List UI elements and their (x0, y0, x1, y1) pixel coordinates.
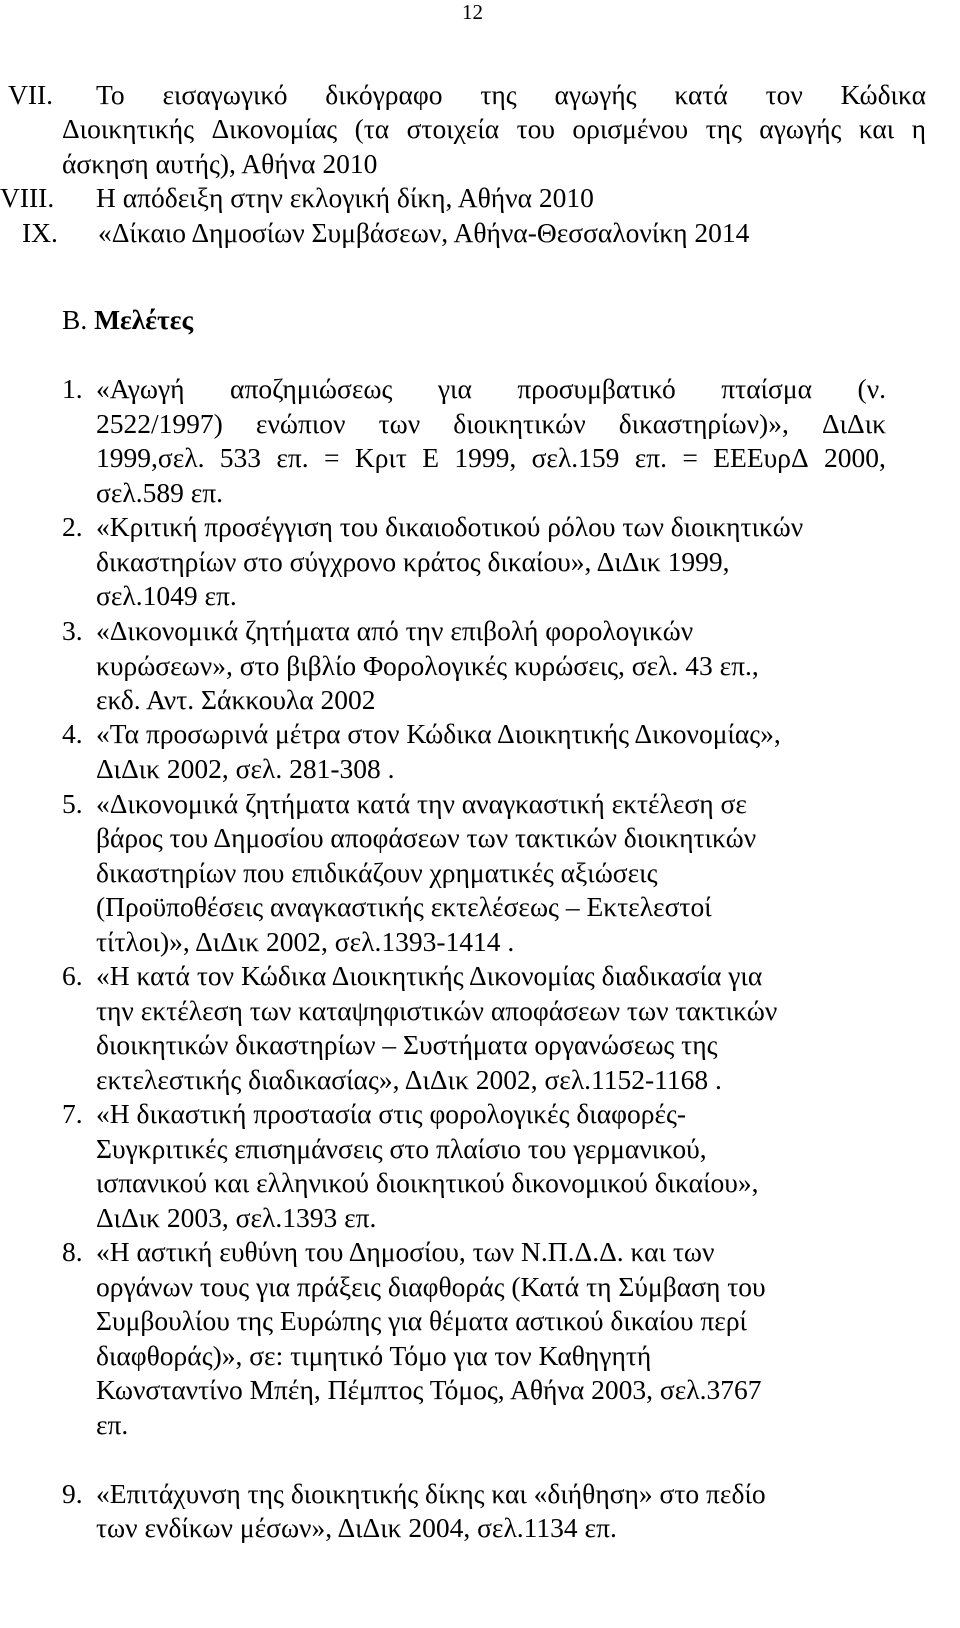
list-item-line: κυρώσεων», στο βιβλίο Φορολογικές κυρώσεις, σελ. 43 επ., (96, 650, 759, 681)
section-title: Μελέτες (94, 304, 194, 335)
list-item-number: 3. (62, 615, 83, 646)
list-item-line: σελ.589 επ. (96, 477, 224, 508)
page-number: 12 (462, 0, 483, 24)
list-item-line: Κωνσταντίνο Μπέη, Πέμπτος Τόμος, Αθήνα 2003, σελ.3767 (96, 1374, 762, 1405)
list-item-line: οργάνων τους για πράξεις διαφθοράς (Κατά τη Σύμβαση του (96, 1271, 766, 1302)
list-item-line: διοικητικών δικαστηρίων – Συστήματα οργανώσεως της (96, 1029, 718, 1060)
list-item-number: VIII. (0, 182, 55, 213)
list-item-line: ΔιΔικ 2002, σελ. 281-308 . (96, 753, 395, 784)
section-letter: B. (62, 304, 88, 335)
list-item-line: «Αγωγή αποζημιώσεως για προσυμβατικό πταίσμα (ν. (96, 373, 886, 404)
list-item-line: Συγκριτικές επισημάνσεις στο πλαίσιο του γερμανικού, (96, 1133, 707, 1164)
list-item-number: 2. (62, 511, 83, 542)
list-item-line: 1999,σελ. 533 επ. = Κριτ Ε 1999, σελ.159 επ. = ΕΕΕυρΔ 2000, (96, 442, 886, 473)
list-item-line: «Δίκαιο Δημοσίων Συμβάσεων, Αθήνα-Θεσσαλονίκη 2014 (98, 217, 750, 248)
list-item-number: 7. (62, 1098, 83, 1129)
list-item-line: των ενδίκων μέσων», ΔιΔικ 2004, σελ.1134 επ. (96, 1512, 617, 1543)
list-item-line: διαφθοράς)», σε: τιμητικό Τόμο για τον Καθηγητή (96, 1340, 652, 1371)
list-item-number: 6. (62, 960, 83, 991)
list-item-line: «Επιτάχυνση της διοικητικής δίκης και «διήθηση» στο πεδίο (96, 1478, 766, 1509)
list-item-line: άσκηση αυτής), Αθήνα 2010 (62, 148, 378, 179)
list-item-number: 9. (62, 1478, 83, 1509)
list-item-line: Διοικητικής Δικονομίας (τα στοιχεία του ορισμένου της αγωγής και η (62, 113, 926, 144)
list-item-number: 5. (62, 788, 83, 819)
list-item-line: επ. (96, 1409, 129, 1440)
list-item-number: 8. (62, 1236, 83, 1267)
list-item-line: βάρος του Δημοσίου αποφάσεων των τακτικών διοικητικών (96, 822, 757, 853)
list-item-line: Συμβουλίου της Ευρώπης για θέματα αστικού δικαίου περί (96, 1305, 747, 1336)
list-item-line: «Η αστική ευθύνη του Δημοσίου, των Ν.Π.Δ.Δ. και των (96, 1236, 715, 1267)
list-item-number: 1. (62, 373, 83, 404)
list-item-line: ισπανικού και ελληνικού διοικητικού δικονομικού δικαίου», (96, 1167, 759, 1198)
list-item-line: δικαστηρίων στο σύγχρονο κράτος δικαίου», ΔιΔικ 1999, (96, 546, 730, 577)
list-item-line: 2522/1997) ενώπιον των διοικητικών δικαστηρίων)», ΔιΔικ (96, 408, 886, 439)
list-item-line: τίτλοι)», ΔιΔικ 2002, σελ.1393-1414 . (96, 926, 515, 957)
list-item-line: Η απόδειξη στην εκλογική δίκη, Αθήνα 2010 (96, 182, 594, 213)
list-item-line: Το εισαγωγικό δικόγραφο της αγωγής κατά τον Κώδικα (96, 79, 926, 110)
list-item-number: 4. (62, 718, 83, 749)
list-item-number: IX. (22, 217, 58, 248)
list-item-line: ΔιΔικ 2003, σελ.1393 επ. (96, 1202, 377, 1233)
list-item-line: δικαστηρίων που επιδικάζουν χρηματικές αξιώσεις (96, 857, 658, 888)
list-item-line: (Προϋποθέσεις αναγκαστικής εκτελέσεως – Εκτελεστοί (96, 891, 712, 922)
list-item-line: «Κριτική προσέγγιση του δικαιοδοτικού ρόλου των διοικητικών (96, 511, 804, 542)
list-item-line: «Η δικαστική προστασία στις φορολογικές διαφορές- (96, 1098, 687, 1129)
list-item-line: «Τα προσωρινά μέτρα στον Κώδικα Διοικητικής Δικονομίας», (96, 718, 781, 749)
list-item-line: εκτελεστικής διαδικασίας», ΔιΔικ 2002, σελ.1152-1168 . (96, 1064, 722, 1095)
list-item-line: εκδ. Αντ. Σάκκουλα 2002 (96, 684, 376, 715)
list-item-number: VII. (8, 79, 54, 110)
list-item-line: «Δικονομικά ζητήματα από την επιβολή φορολογικών (96, 615, 694, 646)
list-item-line: την εκτέλεση των καταψηφιστικών αποφάσεων των τακτικών (96, 995, 778, 1026)
list-item-line: «Δικονομικά ζητήματα κατά την αναγκαστική εκτέλεση σε (96, 788, 747, 819)
list-item-line: «Η κατά τον Κώδικα Διοικητικής Δικονομίας διαδικασία για (96, 960, 763, 991)
section-heading (62, 304, 193, 336)
list-item-line: σελ.1049 επ. (96, 580, 237, 611)
